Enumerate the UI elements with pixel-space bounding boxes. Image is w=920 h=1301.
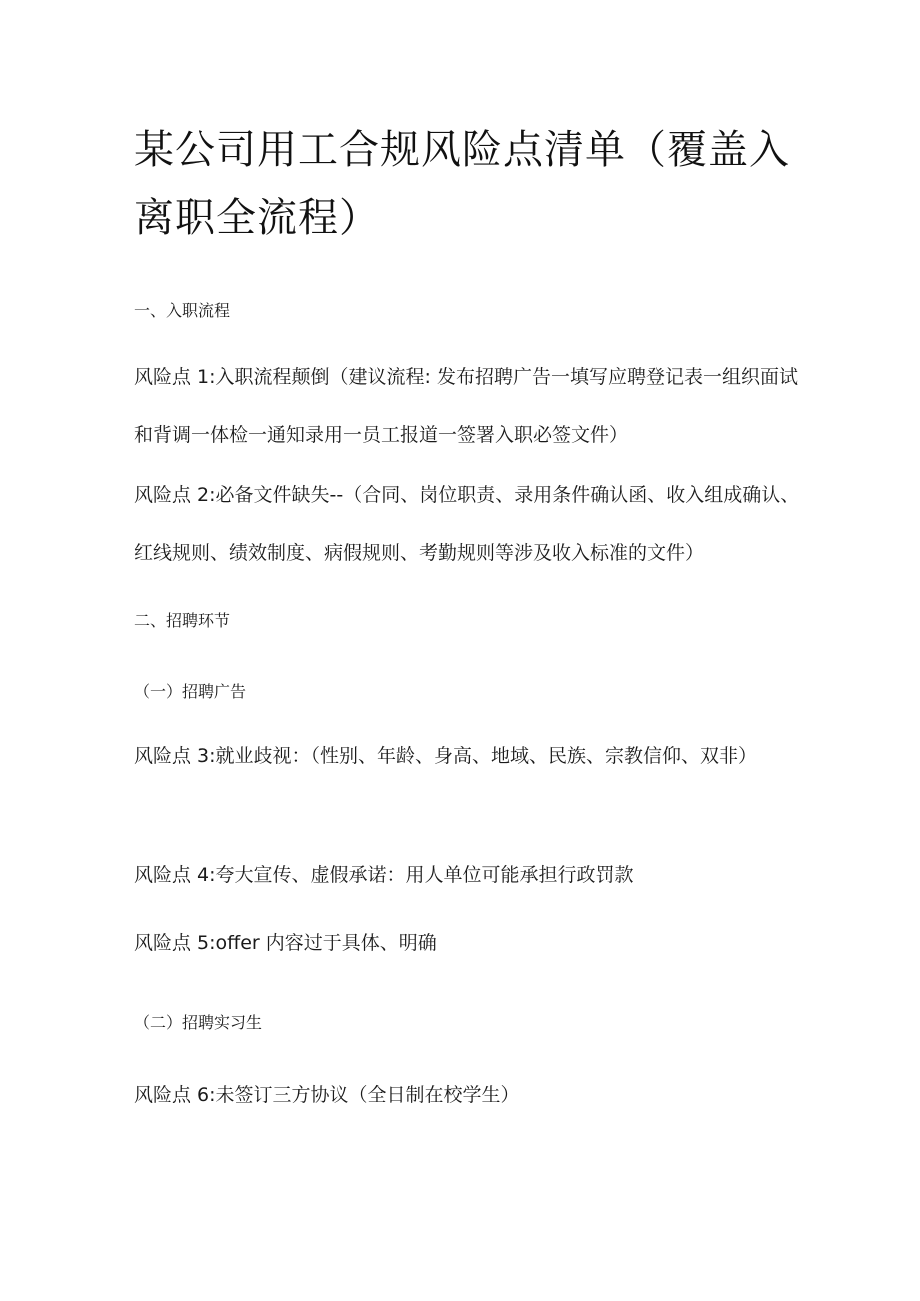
risk-item-4: 风险点 4:夸大宣传、虚假承诺：用人单位可能承担行政罚款 [134, 864, 634, 886]
subsection-heading-job-ads: （一）招聘广告 [134, 682, 247, 701]
risk-item-6: 风险点 6:未签订三方协议（全日制在校学生） [134, 1084, 520, 1106]
section-heading-recruitment: 二、招聘环节 [134, 611, 231, 630]
risk-item-5: 风险点 5:offer 内容过于具体、明确 [134, 932, 437, 954]
document-title: 某公司用工合规风险点清单（覆盖入离职全流程） [134, 127, 790, 241]
risk-item-1: 风险点 1:入职流程颠倒（建议流程: 发布招聘广告一填写应聘登记表一组织面试和背调一体检一通知录用一员工报道一签署入职必签文件） [134, 366, 798, 446]
risk-item-3: 风险点 3:就业歧视：（性别、年龄、身高、地域、民族、宗教信仰、双非） [134, 745, 758, 767]
risk-item-2: 风险点 2:必备文件缺失--（合同、岗位职责、录用条件确认函、收入组成确认、红线规则、绩效制度、病假规则、考勤规则等涉及收入标准的文件） [134, 484, 800, 564]
subsection-heading-interns: （二）招聘实习生 [134, 1013, 263, 1032]
section-heading-onboarding: 一、入职流程 [134, 301, 231, 320]
